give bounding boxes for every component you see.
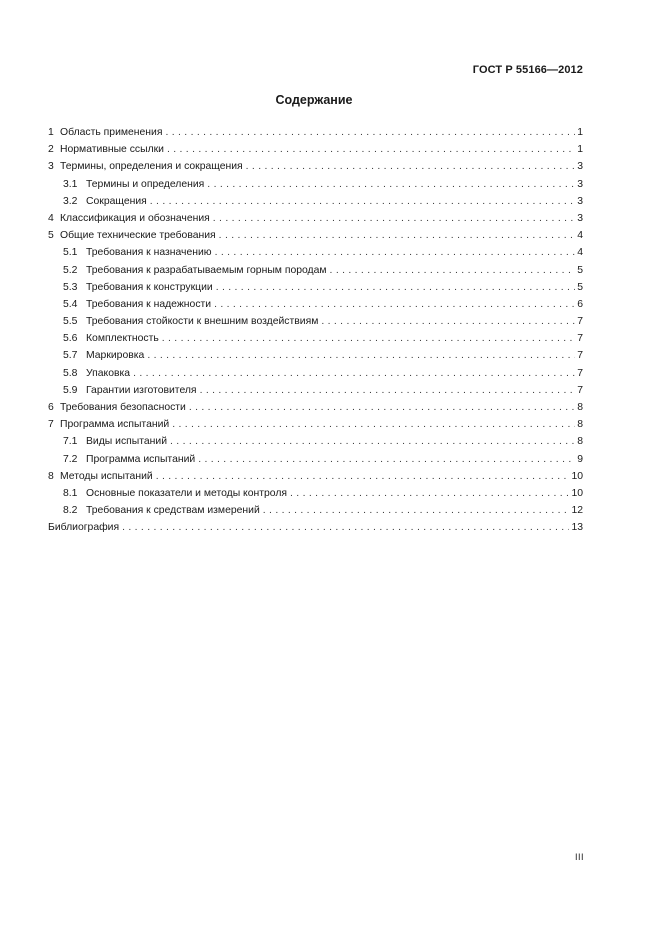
toc-entry[interactable] [48, 330, 583, 347]
toc-entry[interactable] [48, 347, 583, 364]
toc-entry-number: 5.5 [63, 316, 78, 328]
toc-entry-number: 5.2 [63, 264, 78, 276]
toc-entry[interactable] [48, 485, 583, 502]
toc-entry-number: 4 [48, 212, 54, 224]
toc-entry-label: Библиография [48, 522, 120, 534]
toc-entry-number: 2 [48, 144, 54, 156]
toc-dot-leader [216, 279, 576, 296]
toc-entry-page: 3 [577, 195, 583, 207]
toc-dot-leader [219, 227, 576, 244]
toc-dot-leader [198, 451, 575, 468]
toc-dot-leader [200, 382, 576, 399]
toc-entry-page: 8 [577, 402, 583, 413]
toc-entry-number: 3.2 [63, 195, 78, 207]
toc-entry-number: 5.1 [63, 247, 78, 259]
toc-entry-page: 6 [577, 298, 583, 310]
toc-entry-label: Методы испытаний [60, 470, 153, 482]
toc-entry-number: 5.8 [63, 367, 78, 379]
toc-dot-leader [213, 210, 575, 227]
toc-dot-leader [150, 193, 575, 210]
toc-entry-number: 6 [48, 402, 54, 413]
toc-entry-page: 10 [571, 470, 583, 482]
toc-entry[interactable] [48, 244, 583, 261]
toc-dot-leader [122, 519, 569, 536]
toc-entry-label: Общие технические требования [60, 230, 216, 242]
toc-entry-page: 8 [577, 419, 583, 431]
toc-entry-number: 5.4 [63, 298, 78, 310]
toc-entry-label: Область применения [60, 127, 163, 138]
document-code: ГОСТ Р 55166—2012 [472, 64, 583, 76]
toc-entry[interactable] [48, 468, 583, 485]
toc-entry-label: Основные показатели и методы контроля [86, 487, 288, 499]
toc-dot-leader [133, 365, 575, 382]
toc-entry[interactable] [48, 502, 583, 519]
page-number: III [574, 852, 584, 862]
toc-entry-number: 5 [48, 230, 54, 242]
toc-dot-leader [172, 416, 575, 433]
toc-entry-number: 8.2 [63, 505, 78, 517]
toc-entry-page: 13 [571, 522, 583, 534]
toc-entry-label: Нормативные ссылки [60, 144, 164, 156]
toc-entry-page: 5 [577, 281, 583, 293]
toc-entry-label: Сокращения [86, 195, 147, 207]
toc-entry[interactable] [48, 193, 583, 210]
toc-entry-page: 3 [577, 161, 583, 173]
toc-dot-leader [321, 313, 575, 330]
toc-entry-label: Требования стойкости к внешним воздействиям [86, 316, 319, 328]
toc-entry-label: Виды испытаний [86, 436, 168, 448]
toc-entry[interactable] [48, 176, 583, 193]
toc-dot-leader [214, 296, 575, 313]
toc-dot-leader [290, 485, 569, 502]
toc-entry[interactable] [48, 227, 583, 244]
toc-entry-label: Требования к разрабатываемым горным породам [86, 264, 327, 276]
toc-entry[interactable] [48, 416, 583, 433]
toc-entry[interactable] [48, 158, 583, 175]
toc-entry-label: Требования к назначению [86, 247, 212, 259]
toc-entry[interactable] [48, 451, 583, 468]
table-of-contents [48, 124, 583, 537]
toc-entry-number: 8.1 [63, 487, 78, 499]
toc-entry-label: Требования к надежности [86, 298, 212, 310]
toc-entry-page: 1 [577, 127, 583, 138]
toc-entry-number: 1 [48, 127, 54, 138]
toc-entry[interactable] [48, 433, 583, 450]
toc-dot-leader [170, 433, 575, 450]
toc-entry-label: Требования безопасности [60, 402, 186, 413]
toc-entry[interactable] [48, 313, 583, 330]
toc-entry-label: Требования к конструкции [86, 281, 213, 293]
toc-entry-number: 7 [48, 419, 54, 431]
toc-entry-label: Гарантии изготовителя [86, 384, 197, 396]
toc-dot-leader [246, 158, 576, 175]
toc-entry-label: Комплектность [86, 333, 159, 345]
toc-entry[interactable] [48, 382, 583, 399]
toc-entry-number: 5.3 [63, 281, 78, 293]
toc-dot-leader [167, 141, 575, 158]
toc-entry-label: Классификация и обозначения [60, 212, 210, 224]
toc-entry-page: 12 [571, 505, 583, 517]
toc-entry-page: 7 [577, 316, 583, 328]
toc-entry-page: 10 [571, 487, 583, 499]
toc-entry-number: 8 [48, 470, 54, 482]
toc-entry[interactable] [48, 296, 583, 313]
toc-entry-page: 3 [577, 178, 583, 190]
toc-entry-number: 7.2 [63, 453, 78, 465]
toc-entry[interactable] [48, 519, 583, 536]
toc-entry-label: Маркировка [86, 350, 145, 362]
toc-dot-leader [147, 347, 575, 364]
toc-entry[interactable] [48, 279, 583, 296]
toc-title: Содержание [275, 93, 353, 107]
toc-entry-number: 5.7 [63, 350, 78, 362]
toc-dot-leader [156, 468, 570, 485]
toc-entry-number: 3 [48, 161, 54, 173]
toc-entry-page: 7 [577, 367, 583, 379]
toc-entry[interactable] [48, 262, 583, 279]
toc-entry-page: 8 [577, 436, 583, 448]
toc-entry-label: Программа испытаний [60, 419, 170, 431]
toc-entry-page: 1 [577, 144, 583, 156]
toc-entry-label: Термины, определения и сокращения [60, 161, 243, 173]
toc-entry[interactable] [48, 210, 583, 227]
toc-dot-leader [165, 124, 575, 141]
toc-entry-label: Упаковка [86, 367, 131, 379]
toc-entry-page: 4 [577, 230, 583, 242]
toc-entry[interactable] [48, 141, 583, 158]
toc-entry-page: 7 [577, 384, 583, 396]
toc-entry-label: Программа испытаний [86, 453, 196, 465]
toc-entry-label: Термины и определения [86, 178, 205, 190]
toc-dot-leader [162, 330, 575, 347]
toc-dot-leader [330, 262, 576, 279]
toc-dot-leader [215, 244, 576, 261]
toc-dot-leader [263, 502, 570, 519]
toc-entry-label: Требования к средствам измерений [86, 505, 260, 517]
toc-entry[interactable] [48, 399, 583, 416]
toc-entry-page: 5 [577, 264, 583, 276]
toc-entry-number: 5.6 [63, 333, 78, 345]
toc-entry[interactable] [48, 124, 583, 141]
toc-entry-page: 7 [577, 350, 583, 362]
toc-entry-number: 3.1 [63, 178, 78, 190]
toc-entry-number: 7.1 [63, 436, 78, 448]
toc-entry-number: 5.9 [63, 384, 78, 396]
toc-entry-page: 9 [577, 453, 583, 465]
toc-entry-page: 4 [577, 247, 583, 259]
toc-dot-leader [207, 176, 575, 193]
toc-dot-leader [189, 399, 575, 416]
toc-entry-page: 7 [577, 333, 583, 345]
toc-entry-page: 3 [577, 212, 583, 224]
toc-entry[interactable] [48, 365, 583, 382]
